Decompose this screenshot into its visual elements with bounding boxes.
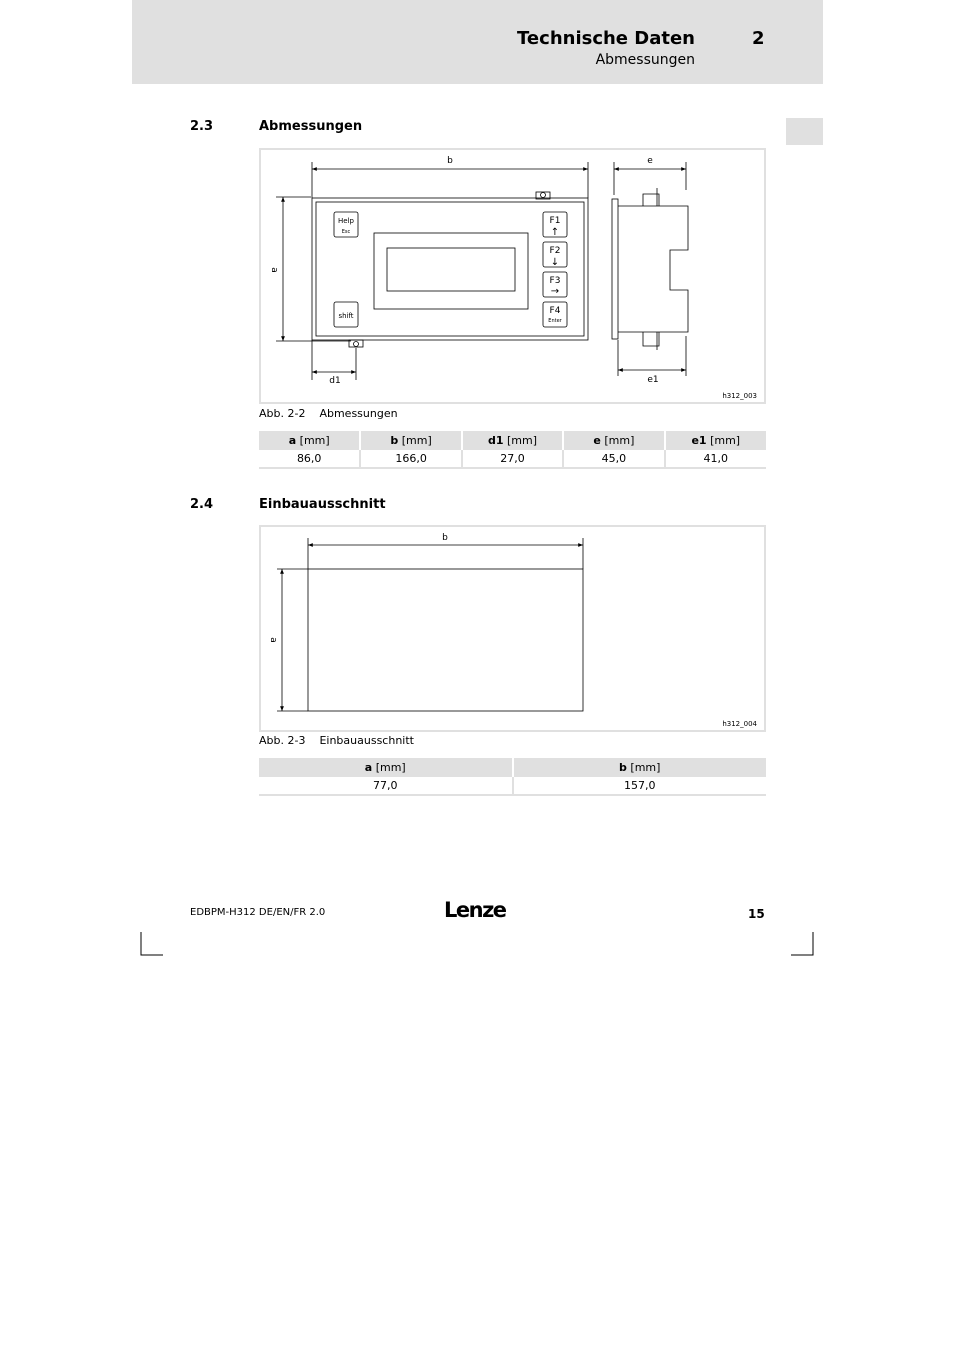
dim-label-a: a <box>269 267 279 273</box>
dim-label-e1: e1 <box>647 375 659 385</box>
logo-text: Lenze <box>444 898 506 922</box>
key-shift-label: shift <box>338 312 354 320</box>
dim-label-b: b <box>447 156 453 166</box>
key-help-label: Help <box>338 217 354 225</box>
key-f1-label: F1 <box>549 216 561 226</box>
key-esc-label: Esc <box>341 229 351 235</box>
dim-label-d1: d1 <box>329 376 341 386</box>
chapter-number: 2 <box>752 28 765 49</box>
section-number: 2.3 <box>190 119 214 134</box>
caption-title: Einbauausschnitt <box>319 734 414 747</box>
caption-label: Abb. 2-3 <box>259 734 306 747</box>
table-cell: 27,0 <box>462 450 563 468</box>
dim-label-e: e <box>647 156 653 166</box>
dim-label-a: a <box>268 637 278 643</box>
table-cell: 77,0 <box>373 779 398 792</box>
table-cell: 45,0 <box>563 450 664 468</box>
key-enter-label: Enter <box>548 318 562 324</box>
arrow-down-icon: ↓ <box>550 257 560 268</box>
dim-label-b: b <box>442 533 448 543</box>
figure-code: h312_004 <box>722 720 757 728</box>
chapter-subtitle: Abmessungen <box>595 52 695 68</box>
table-cell: 157,0 <box>513 777 767 795</box>
table-header: b [mm] <box>513 758 767 777</box>
key-f2-label: F2 <box>549 246 561 256</box>
page-number: 15 <box>748 907 765 921</box>
key-f4-label: F4 <box>549 306 561 316</box>
section-title: Einbauausschnitt <box>259 497 386 512</box>
table-cell: 166,0 <box>360 450 461 468</box>
arrow-up-icon: ↑ <box>550 227 560 238</box>
section-number: 2.4 <box>190 497 214 512</box>
table-cell: 41,0 <box>665 450 766 468</box>
table-header: e1 [mm] <box>665 431 766 450</box>
table-header: a [mm] <box>259 431 360 450</box>
table-header: a [mm] <box>259 758 513 777</box>
figure-code: h312_003 <box>722 392 757 400</box>
chapter-title: Technische Daten <box>517 28 695 49</box>
key-f3-label: F3 <box>549 276 561 286</box>
table-header: e [mm] <box>563 431 664 450</box>
footer-doc-id: EDBPM-H312 DE/EN/FR 2.0 <box>190 907 326 918</box>
arrow-right-icon: → <box>550 286 560 297</box>
table-header: d1 [mm] <box>462 431 563 450</box>
table-header: b [mm] <box>360 431 461 450</box>
caption-title: Abmessungen <box>319 407 398 420</box>
caption-label: Abb. 2-2 <box>259 407 306 420</box>
section-title: Abmessungen <box>259 119 363 134</box>
table-cell: 86,0 <box>296 452 322 465</box>
